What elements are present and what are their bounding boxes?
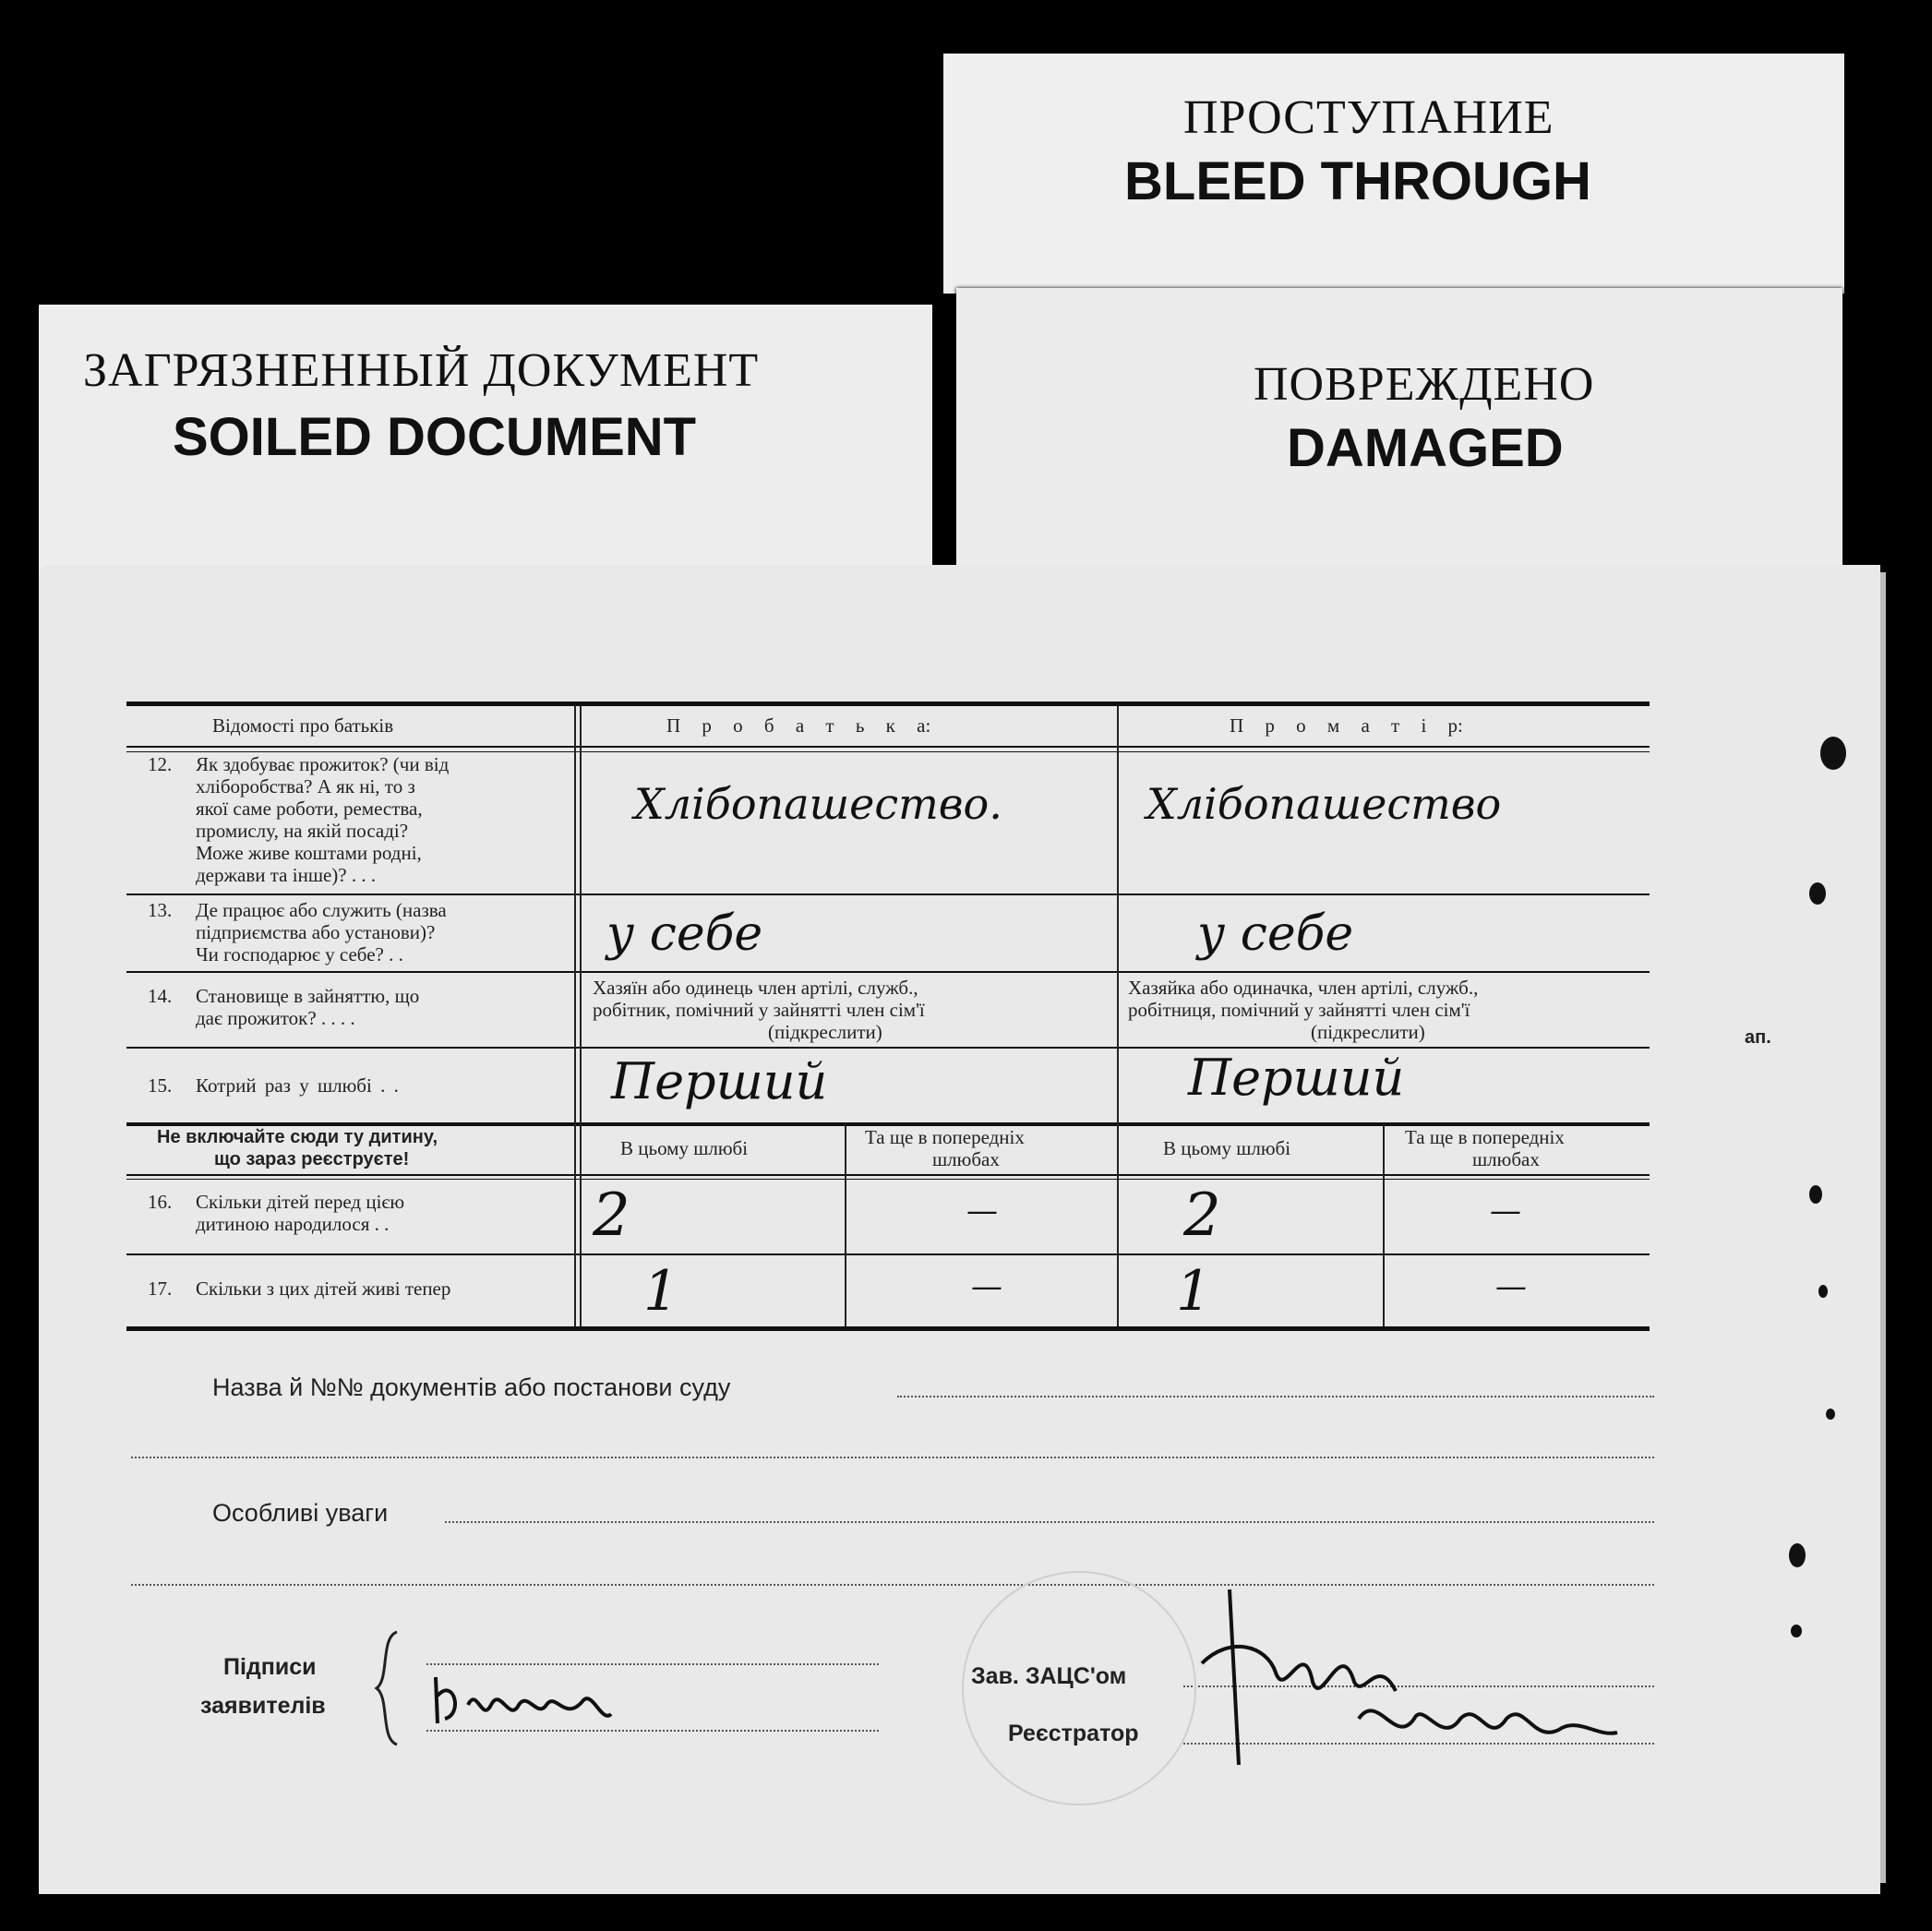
header-col1: Відомості про батьків: [212, 714, 394, 737]
applicant-signature-scribble: [426, 1668, 666, 1742]
q17-text: Скільки з цих дітей живі тепер: [196, 1277, 451, 1300]
q14-line-2: дає прожиток? . . . .: [196, 1007, 355, 1029]
subheader-mother-this-marriage: В цьому шлюбі: [1163, 1137, 1291, 1159]
punch-hole-3: [1809, 1185, 1822, 1204]
col-divider-1: [574, 705, 576, 1326]
punch-hole-6: [1789, 1543, 1806, 1567]
subheader-father-prev-line-1: Та ще в попередніх: [865, 1126, 1025, 1148]
q16-number: 16.: [148, 1191, 173, 1213]
q12-number: 12.: [148, 753, 173, 775]
q17-father-this-marriage: 1: [643, 1259, 679, 1324]
damaged-label-card: [956, 288, 1842, 570]
q15-father-handwritten: Перший: [611, 1052, 828, 1110]
q16-mother-this-marriage: 2: [1183, 1181, 1221, 1250]
punch-hole-7: [1791, 1625, 1802, 1637]
q14-mother-line-2: робітниця, помічний у зайнятті член сім'ї: [1128, 999, 1470, 1021]
table-bottom-rule: [126, 1326, 1650, 1331]
applicants-signature-label-line-1: Підписи: [223, 1654, 317, 1680]
margin-text: ап.: [1745, 1027, 1771, 1048]
q13-mother-handwritten: у себе: [1197, 906, 1354, 962]
q12-line-3: якої саме роботи, ремества,: [196, 798, 423, 820]
applicant-signature-line-1: [426, 1663, 879, 1665]
q17-father-previous: —: [971, 1268, 1002, 1305]
remarks-field-line-1: [445, 1521, 1654, 1523]
bleed-through-label-ru: ПРОСТУПАНИЕ: [1183, 91, 1554, 144]
header-mother: П р о м а т і р:: [1230, 714, 1463, 737]
subheader-mother-prev-line-2: шлюбах: [1472, 1148, 1540, 1170]
faded-seal-stamp: [962, 1571, 1196, 1805]
subheader-mother-prev-line-1: Та ще в попередніх: [1405, 1126, 1565, 1148]
remarks-label: Особливі уваги: [212, 1499, 389, 1527]
registrar-label: Реєстратор: [1008, 1721, 1139, 1746]
q13-line-3: Чи господарює у себе? . .: [196, 943, 403, 966]
punch-hole-2: [1809, 882, 1826, 905]
bleed-through-label-en: BLEED THROUGH: [1124, 151, 1591, 211]
bleed-through-label-card: [943, 54, 1844, 294]
row12-rule: [126, 894, 1650, 895]
q13-line-1: Де працює або служить (назва: [196, 899, 447, 921]
soiled-document-label-card: [39, 305, 932, 577]
row16-rule: [126, 1253, 1650, 1255]
header-rule-thin: [126, 751, 1650, 752]
col-divider-mother-sub: [1383, 1124, 1385, 1326]
head-of-registry-label: Зав. ЗАЦС'ом: [971, 1663, 1127, 1689]
punch-hole-5: [1826, 1409, 1835, 1420]
col-divider-2: [1117, 705, 1119, 1326]
q17-mother-previous: —: [1495, 1268, 1527, 1305]
q16-mother-previous: —: [1490, 1193, 1521, 1229]
q16-father-this-marriage: 2: [593, 1181, 630, 1250]
signature-brace-icon: [371, 1628, 408, 1748]
header-father: П р о б а т ь к а:: [666, 714, 931, 737]
q14-father-line-3: (підкреслити): [768, 1021, 882, 1043]
q12-line-1: Як здобуває прожиток? (чи від: [196, 753, 450, 775]
q17-mother-this-marriage: 1: [1176, 1259, 1212, 1324]
q12-line-4: промислу, на якій посаді?: [196, 820, 409, 842]
official-signatures-scribble: [1174, 1580, 1654, 1783]
col-divider-1b: [580, 705, 582, 1326]
q12-line-2: хліборобства? А як ні, то з: [196, 775, 415, 798]
q12-father-handwritten: Хлібопашество.: [634, 779, 1002, 829]
damaged-label-ru: ПОВРЕЖДЕНО: [1254, 358, 1595, 411]
q14-number: 14.: [148, 985, 173, 1007]
q13-father-handwritten: у себе: [606, 906, 763, 962]
subheader-father-prev-line-2: шлюбах: [932, 1148, 1000, 1170]
q14-line-1: Становище в зайняттю, що: [196, 985, 420, 1007]
q13-line-2: підприємства або установи)?: [196, 921, 436, 943]
punch-hole-1: [1820, 737, 1846, 770]
q13-number: 13.: [148, 899, 173, 921]
documents-field-line-2: [131, 1457, 1654, 1458]
damaged-label-en: DAMAGED: [1287, 418, 1564, 478]
punch-hole-4: [1818, 1285, 1828, 1298]
col-divider-father-sub: [845, 1124, 846, 1326]
q14-father-line-1: Хазяїн або одинець член артілі, служб.,: [593, 977, 918, 999]
subheader-father-this-marriage: В цьому шлюбі: [620, 1137, 749, 1159]
table-top-rule: [126, 702, 1650, 706]
documents-label: Назва й №№ документів або постанови суду: [212, 1373, 731, 1401]
subheader-note-line-2: що зараз реєструєте!: [214, 1149, 410, 1169]
q15-text: Котрий раз у шлюбі . .: [196, 1074, 399, 1097]
q15-mother-handwritten: Перший: [1188, 1049, 1405, 1107]
q12-mother-handwritten: Хлібопашество: [1146, 779, 1502, 829]
q14-father-line-2: робітник, помічний у зайнятті член сім'ї: [593, 999, 925, 1021]
q15-number: 15.: [148, 1074, 173, 1097]
registration-form-sheet: [39, 565, 1880, 1894]
applicants-signature-label-line-2: заявителів: [200, 1693, 326, 1719]
soiled-document-label-en: SOILED DOCUMENT: [173, 407, 697, 467]
q17-number: 17.: [148, 1277, 173, 1300]
soiled-document-label-ru: ЗАГРЯЗНЕННЫЙ ДОКУМЕНТ: [83, 344, 760, 397]
q12-line-5: Може живе коштами родні,: [196, 842, 422, 864]
q16-line-2: дитиною народилося . .: [196, 1213, 390, 1235]
row14-rule: [126, 1047, 1650, 1049]
row13-rule: [126, 971, 1650, 973]
q16-line-1: Скільки дітей перед цією: [196, 1191, 405, 1213]
subheader-rule-thin: [126, 1179, 1650, 1180]
subheader-rule: [126, 1174, 1650, 1176]
header-rule: [126, 746, 1650, 748]
q16-father-previous: —: [966, 1193, 998, 1229]
documents-field-line-1: [897, 1396, 1654, 1397]
q14-mother-line-1: Хазяйка або одиначка, член артілі, служб.,: [1128, 977, 1479, 999]
subheader-note-line-1: Не включайте сюди ту дитину,: [157, 1127, 438, 1147]
q14-mother-line-3: (підкреслити): [1311, 1021, 1425, 1043]
q12-line-6: держави та інше)? . . .: [196, 864, 377, 886]
